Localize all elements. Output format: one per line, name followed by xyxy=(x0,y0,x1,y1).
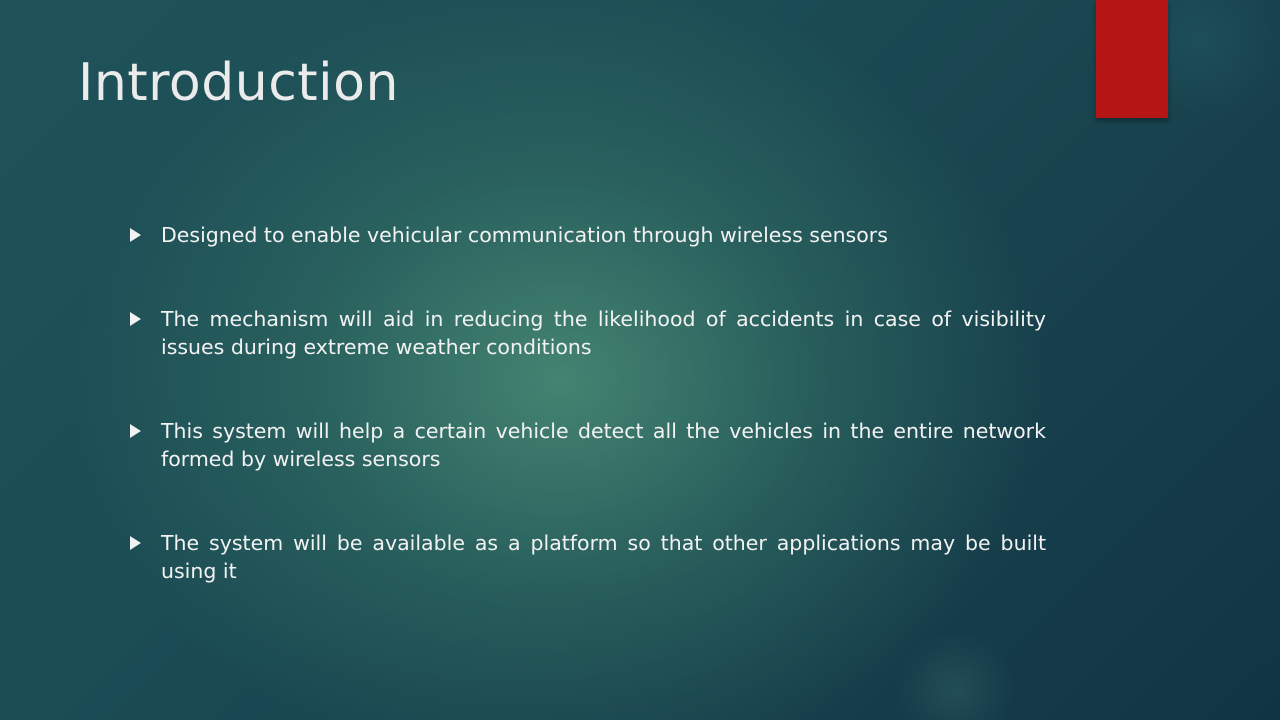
bullet-item xyxy=(130,221,1046,249)
slide-title: Introduction xyxy=(78,53,399,113)
triangle-right-icon xyxy=(130,424,141,438)
bullet-item xyxy=(130,305,1046,361)
triangle-right-icon xyxy=(130,228,141,242)
bullet-list xyxy=(130,221,1046,641)
bullet-item xyxy=(130,417,1046,473)
triangle-right-icon xyxy=(130,536,141,550)
bullet-text: The system will be available as a platform so that other applications may be built using it xyxy=(161,531,1046,583)
bullet-text: The mechanism will aid in reducing the likelihood of accidents in case of visibility issues during extreme weather conditions xyxy=(161,307,1046,359)
accent-bar xyxy=(1096,0,1168,118)
triangle-right-icon xyxy=(130,312,141,326)
bullet-text: Designed to enable vehicular communication through wireless sensors xyxy=(161,223,888,247)
bullet-item xyxy=(130,529,1046,585)
bullet-text: This system will help a certain vehicle detect all the vehicles in the entire network formed by wireless sensors xyxy=(161,419,1046,471)
